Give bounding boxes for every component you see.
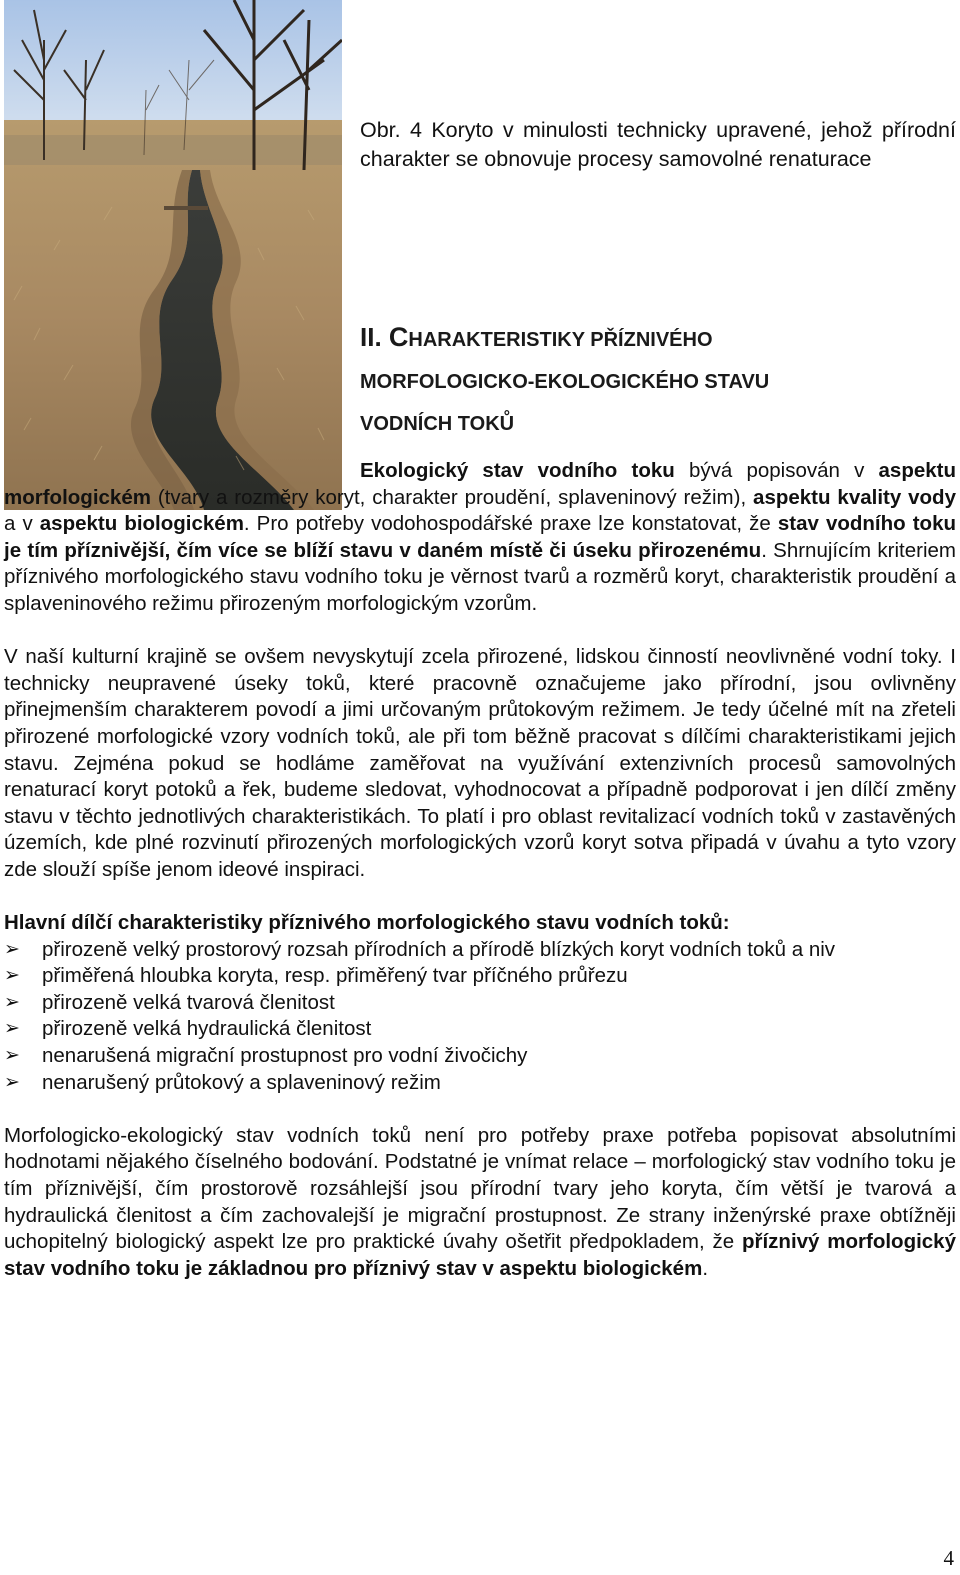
section-title-initial: C bbox=[388, 322, 409, 352]
p1-bold-a: Ekologický stav vodního toku bbox=[360, 459, 675, 482]
p1-text-a: bývá popisován v bbox=[674, 459, 879, 482]
arrow-bullet-icon: ➢ bbox=[4, 991, 20, 1013]
section-heading bbox=[360, 318, 956, 444]
paragraph-cultural-landscape: V naší kulturní krajině se ovšem nevyskytují zcela přirozené, lidskou činností neovlivněné vodní toky. I technicky neupravené úseky toků, které pracovně označujeme jako přírodní, jsou ovlivněny přinejmenším charakterem povodí a jimi určovaným průtokovým režimem. Je tedy účelné mít na zřeteli přirozené morfologické vzory vodních toků, ale při tom běžně pracovat s dílčími charakteristikami jejich stavu. Zejména pokud se hodláme zaměřovat na využívání extenzivních procesů samovolných renaturací koryt potoků a řek, budeme sledovat, vyhodnocovat a případně podporovat i jen dílčí změny stavu v těchto jednotlivých charakteristikách. To platí i pro oblast revitalizací vodních toků v zastavěných územích, kde plné rozvinutí přirozených morfologických vzorů koryt sotva připadá v úvahu a tyto vzory zde slouží spíše jenom ideové inspiraci. bbox=[4, 645, 956, 881]
p1-bold-c: aspektu kvality vody bbox=[753, 485, 956, 509]
page-number: 4 bbox=[943, 1546, 954, 1570]
p1-text-e: . Shrnujícím kriteriem příznivého morfologického stavu vodního toku je věrnost tvarů a rozměrů koryt, charakteristik proudění a splaveninového režimu přirozeným morfologickým vzorům. bbox=[4, 538, 956, 615]
paragraph-morphological-evaluation bbox=[4, 1123, 956, 1283]
list-item: ➢ přirozeně velká hydraulická členitost bbox=[4, 1016, 956, 1043]
list-item: ➢ přirozeně velká tvarová členitost bbox=[4, 990, 956, 1017]
characteristics-list bbox=[4, 937, 956, 1097]
list-item: ➢ přirozeně velký prostorový rozsah přírodních a přírodě blízkých koryt vodních toků a niv bbox=[4, 937, 956, 964]
arrow-bullet-icon: ➢ bbox=[4, 1071, 20, 1093]
list-item: ➢ přiměřená hloubka koryta, resp. přiměřený tvar příčného průřezu bbox=[4, 963, 956, 990]
p3-bold: příznivý morfologický stav vodního toku je základnou pro příznivý stav v aspektu biologickém bbox=[4, 1230, 956, 1280]
arrow-bullet-icon: ➢ bbox=[4, 965, 20, 987]
section-title-line2: MORFOLOGICKO-EKOLOGICKÉHO STAVU bbox=[360, 371, 770, 393]
body-text bbox=[4, 458, 956, 1282]
section-title-line3: VODNÍCH TOKŮ bbox=[360, 413, 515, 435]
p1-text-d: . Pro potřeby vodohospodářské praxe lze konstatovat, že bbox=[243, 512, 778, 536]
p3-text-b: . bbox=[702, 1256, 709, 1280]
p1-text-b: (tvary a rozměry koryt, charakter proudění, splaveninový režim), bbox=[150, 485, 754, 509]
p1-bold-e: stav vodního toku je tím příznivější, čím více se blíží stavu v daném místě či úseku přirozenému bbox=[4, 512, 956, 562]
arrow-bullet-icon: ➢ bbox=[4, 938, 20, 960]
p1-bold-b: aspektu morfologickém bbox=[4, 459, 956, 509]
p1-text-c: a v bbox=[4, 512, 40, 536]
stream-photo bbox=[4, 0, 342, 510]
figure-caption: Obr. 4 Koryto v minulosti technicky upravené, jehož přírodní charakter se obnovuje procesy samovolné renaturace bbox=[360, 118, 956, 171]
section-title-line1: HARAKTERISTIKY PŘÍZNIVÉHO bbox=[408, 329, 713, 351]
p1-bold-d: aspektu biologickém bbox=[39, 512, 244, 536]
arrow-bullet-icon: ➢ bbox=[4, 1045, 20, 1067]
list-heading: Hlavní dílčí charakteristiky příznivého morfologického stavu vodních toků: bbox=[4, 911, 730, 935]
arrow-bullet-icon: ➢ bbox=[4, 1018, 20, 1040]
paragraph-ecological-state bbox=[4, 458, 956, 618]
list-item: ➢ nenarušená migrační prostupnost pro vodní živočichy bbox=[4, 1043, 956, 1070]
list-item: ➢ nenarušený průtokový a splaveninový režim bbox=[4, 1070, 956, 1097]
p3-text-a: Morfologicko-ekologický stav vodních toků není pro potřeby praxe potřeba popisovat absolutními hodnotami nějakého číselného bodování. Podstatné je vnímat relace – morfologický stav vodního toku je tím příznivější, čím prostorově rozsáhlejší jsou přírodní tvary jeho koryta, čím větší je tvarová a hydraulická členitost a čím zachovalejší je migrační prostupnost. Ze strany inženýrské praxe obtížněji uchopitelný biologický aspekt lze pro praktické úvahy ošetřit předpokladem, že bbox=[4, 1123, 956, 1254]
section-number: II. bbox=[360, 322, 382, 352]
